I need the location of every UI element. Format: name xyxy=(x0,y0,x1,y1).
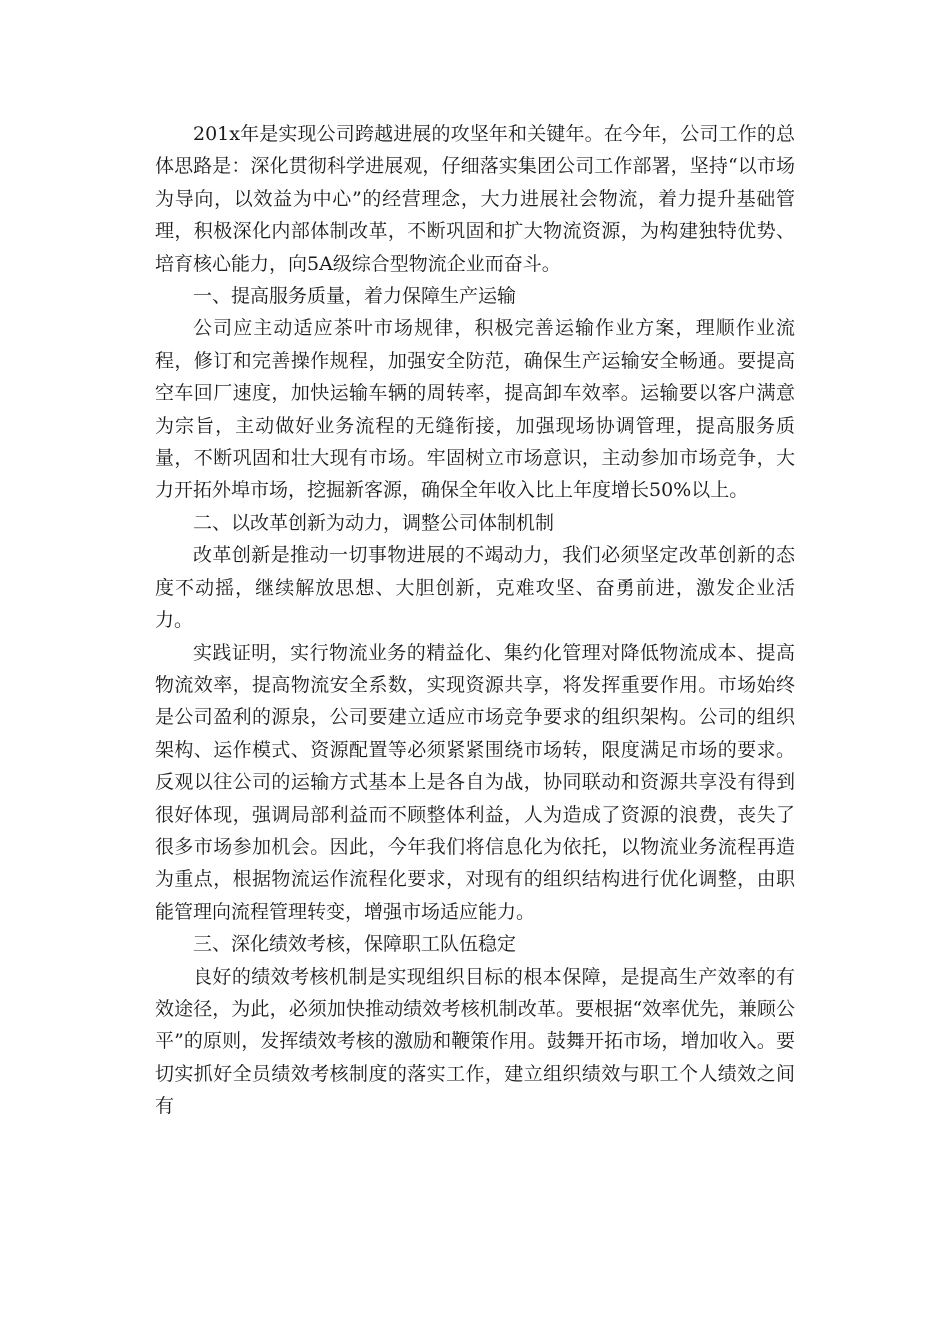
body-paragraph-service: 公司应主动适应茶叶市场规律，积极完善运输作业方案，理顺作业流程，修订和完善操作规程，加强安全防范，确保生产运输安全畅通。要提高空车回厂速度，加快运输车辆的周转率，提高卸车效率。运输要以客户满意为宗旨，主动做好业务流程的无缝衔接，加强现场协调管理，提高服务质量，不断巩固和壮大现有市场。牢固树立市场意识，主动参加市场竞争，大力开拓外埠市场，挖掘新客源，确保全年收入比上年度增长50%以上。 xyxy=(155,317,795,502)
section-heading-1: 一、提高服务质量，着力保障生产运输 xyxy=(193,285,517,308)
body-paragraph-practice: 实践证明，实行物流业务的精益化、集约化管理对降低物流成本、提高物流效率，提高物流安全系数，实现资源共享，将发挥重要作用。市场始终是公司盈利的源泉，公司要建立适应市场竞争要求的组织架构。公司的组织架构、运作模式、资源配置等必须紧紧围绕市场转，限度满足市场的要求。反观以往公司的运输方式基本上是各自为战，协同联动和资源共享没有得到很好体现，强调局部利益而不顾整体利益，人为造成了资源的浪费，丧失了很多市场参加机会。因此，今年我们将信息化为依托，以物流业务流程再造为重点，根据物流运作流程化要求，对现有的组织结构进行优化调整，由职能管理向流程管理转变，增强市场适应能力。 xyxy=(155,641,795,923)
section-heading-3: 三、深化绩效考核，保障职工队伍稳定 xyxy=(193,933,517,956)
body-paragraph-performance: 良好的绩效考核机制是实现组织目标的根本保障，是提高生产效率的有效途径，为此，必须加快推动绩效考核机制改革。要根据“效率优先，兼顾公平”的原则，发挥绩效考核的激励和鞭策作用。鼓舞开拓市场，增加收入。要切实抓好全员绩效考核制度的落实工作，建立组织绩效与职工个人绩效之间有 xyxy=(155,965,795,1118)
section-heading-2: 二、以改革创新为动力，调整公司体制机制 xyxy=(193,511,555,534)
body-paragraph-reform: 改革创新是推动一切事物进展的不竭动力，我们必须坚定改革创新的态度不动摇，继续解放思想、大胆创新，克难攻坚、奋勇前进，激发企业活力。 xyxy=(155,544,795,632)
body-paragraph-intro: 201x年是实现公司跨越进展的攻坚年和关键年。在今年，公司工作的总体思路是：深化贯彻科学进展观，仔细落实集团公司工作部署，坚持“以市场为导向，以效益为中心”的经营理念，大力进展社会物流，着力提升基础管理，积极深化内部体制改革，不断巩固和扩大物流资源，为构建独特优势、培育核心能力，向5A级综合型物流企业而奋斗。 xyxy=(155,123,795,275)
